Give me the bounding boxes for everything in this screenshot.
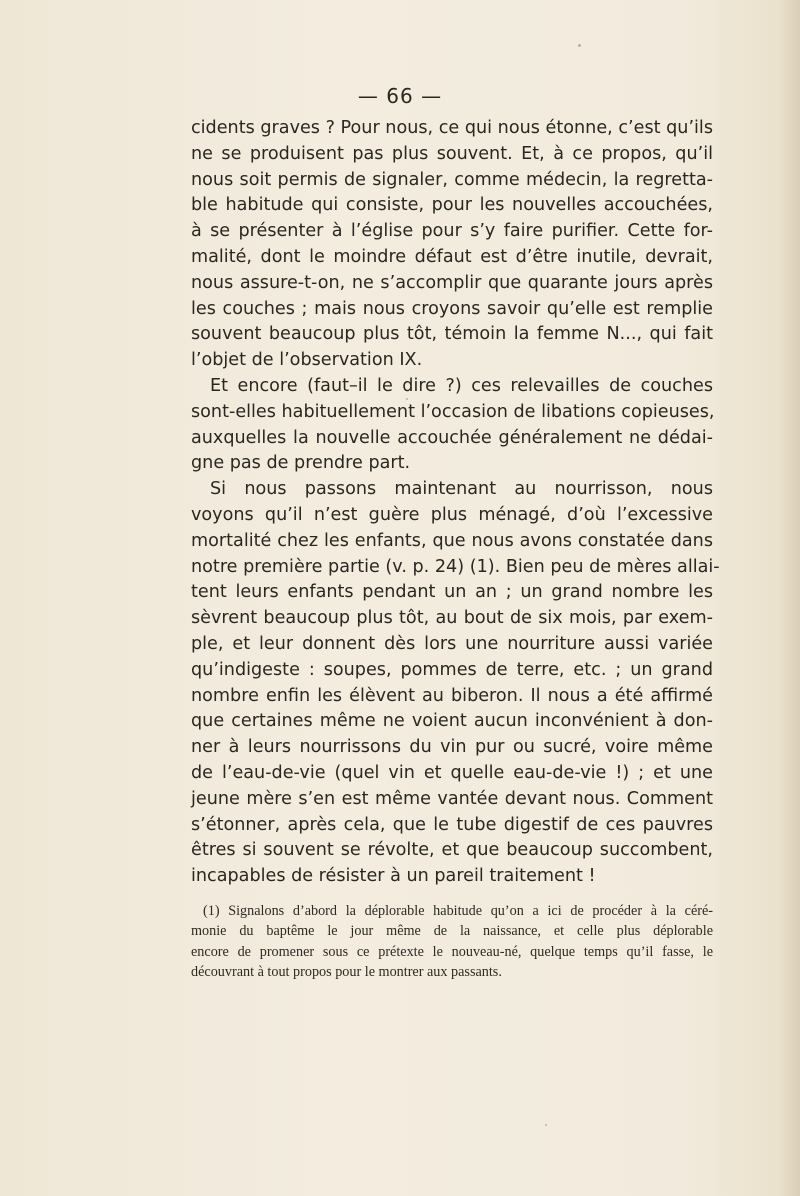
body-line: mortalité chez les enfants, que nous avons constatée dans bbox=[191, 530, 713, 551]
body-line: ner à leurs nourrissons du vin pur ou sucré, voire même bbox=[191, 737, 713, 758]
body-line: l’objet de l’observation IX. bbox=[191, 350, 423, 371]
body-line: ple, et leur donnent dès lors une nourriture aussi variée bbox=[191, 633, 713, 654]
body-line: jeune mère s’en est même vantée devant nous. Comment bbox=[191, 788, 713, 809]
body-line: nombre enfin les élèvent au biberon. Il nous a été affirmé bbox=[191, 685, 713, 706]
body-line: nous soit permis de signaler, comme médecin, la regretta- bbox=[191, 169, 713, 190]
body-line: êtres si souvent se révolte, et que beaucoup succombent, bbox=[191, 840, 713, 861]
page-edge-shadow bbox=[778, 0, 800, 1196]
body-line: tent leurs enfants pendant un an ; un grand nombre les bbox=[191, 582, 713, 603]
body-line: de l’eau-de-vie (quel vin et quelle eau-de-vie !) ; et une bbox=[191, 762, 713, 783]
body-line: malité, dont le moindre défaut est d’être inutile, devrait, bbox=[191, 246, 713, 267]
body-line: Si nous passons maintenant au nourrisson, nous bbox=[210, 479, 713, 500]
paper-speck bbox=[545, 1124, 547, 1126]
body-line: s’étonner, après cela, que le tube digestif de ces pauvres bbox=[191, 814, 713, 835]
footnote bbox=[191, 901, 713, 983]
footnote-line: (1) Signalons d’abord la déplorable habitude qu’on a ici de procéder à la céré- bbox=[203, 903, 713, 919]
footnote-line: monie du baptême le jour même de la naissance, et celle plus déplorable bbox=[191, 923, 713, 940]
body-text bbox=[191, 116, 720, 890]
body-line: voyons qu’il n’est guère plus ménagé, d’où l’excessive bbox=[191, 504, 713, 525]
body-line: les couches ; mais nous croyons savoir qu’elle est remplie bbox=[191, 298, 713, 319]
body-line: cidents graves ? Pour nous, ce qui nous étonne, c’est qu’ils bbox=[191, 118, 713, 138]
paper-speck bbox=[578, 44, 581, 47]
body-line: ble habitude qui consiste, pour les nouvelles accouchées, bbox=[191, 195, 713, 216]
body-line: nous assure-t-on, ne s’accomplir que quarante jours après bbox=[191, 272, 713, 293]
body-line: souvent beaucoup plus tôt, témoin la femme N..., qui fait bbox=[191, 324, 713, 345]
page-number: — 66 — bbox=[357, 84, 443, 108]
body-line: sèvrent beaucoup plus tôt, au bout de six mois, par exem- bbox=[191, 608, 713, 629]
body-line: sont-elles habituellement l’occasion de libations copieuses, bbox=[191, 401, 715, 422]
body-line: qu’indigeste : soupes, pommes de terre, etc. ; un grand bbox=[191, 659, 713, 680]
paper-speck bbox=[406, 398, 408, 400]
body-line: Et encore (faut–il le dire ?) ces relevailles de couches bbox=[210, 375, 713, 396]
footnote-line: encore de promener sous ce prétexte le nouveau-né, quelque temps qu’il fasse, le bbox=[191, 943, 713, 960]
body-line: incapables de résister à un pareil traitement ! bbox=[191, 866, 596, 887]
body-line: que certaines même ne voient aucun inconvénient à don- bbox=[191, 711, 713, 732]
body-line: notre première partie (v. p. 24) (1). Bien peu de mères allai- bbox=[191, 556, 720, 577]
body-line: à se présenter à l’église pour s’y faire purifier. Cette for- bbox=[191, 221, 713, 242]
body-line: gne pas de prendre part. bbox=[191, 453, 411, 474]
body-line: ne se produisent pas plus souvent. Et, à ce propos, qu’il bbox=[191, 143, 713, 164]
body-line: auxquelles la nouvelle accouchée généralement ne dédai- bbox=[191, 427, 713, 448]
footnote-line: découvrant à tout propos pour le montrer aux passants. bbox=[191, 964, 502, 981]
